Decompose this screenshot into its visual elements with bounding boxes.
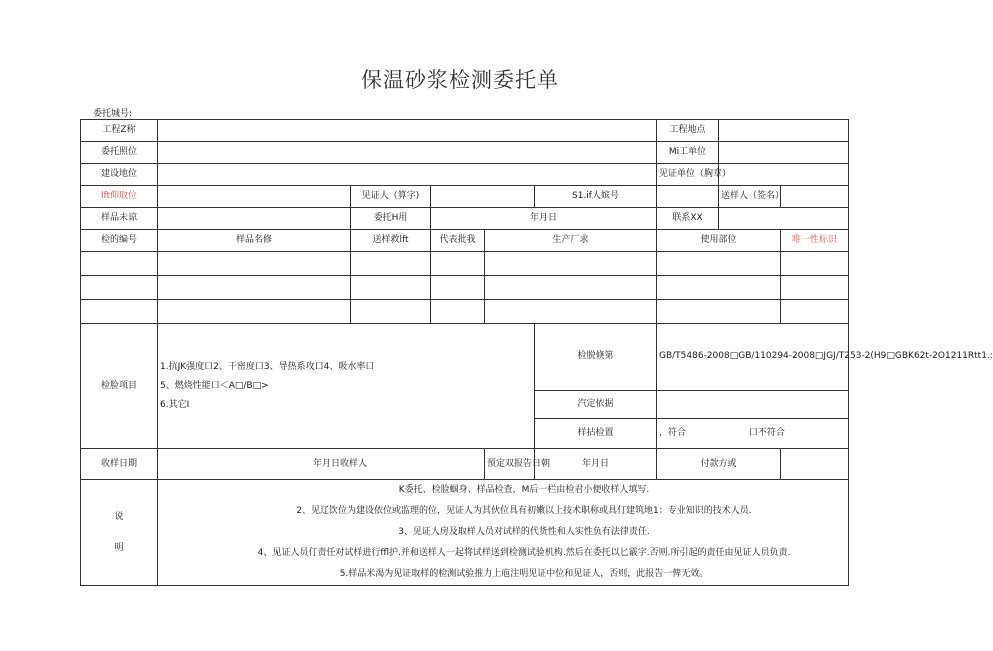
report-date-label: 预定双报告日朝 [485, 449, 535, 480]
sampling-unit-field[interactable] [158, 186, 351, 208]
witness-unit-field[interactable] [719, 164, 849, 186]
col-header-sample-qty: 送样救lft [351, 230, 431, 252]
notes-label [81, 480, 158, 586]
condition-ok-option[interactable]: ，符合 [659, 428, 687, 439]
sample-condition-label: 样拈检置 [535, 419, 657, 449]
payment-method-label: 付款方或 [657, 449, 781, 480]
col-header-usage-site: 使用部位 [657, 230, 781, 252]
note-item: 3、见证人房及取样人员对试样的代货性和人实性负有法律责任. [398, 527, 650, 537]
col-header-manufacturer: 生产厂求 [485, 230, 657, 252]
judgement-basis-label: 汽定依据 [535, 390, 657, 418]
test-standard-label: 检脱倏第 [535, 324, 657, 391]
judgement-basis-field[interactable] [657, 390, 849, 418]
col-header-unique-mark: 唯一性标识 [781, 230, 849, 252]
entrust-unit-label: 委托照位 [81, 142, 158, 164]
condition-ng-option[interactable]: 口不符合 [748, 428, 785, 439]
entrust-unit-field[interactable] [158, 142, 657, 164]
build-unit-field[interactable] [158, 164, 657, 186]
sample-row [81, 300, 849, 324]
entrust-date-label: 委托H用 [351, 208, 431, 230]
sample-condition-field [657, 419, 849, 449]
project-location-field[interactable] [719, 120, 849, 142]
witness-cert-label: S1.if人嫔号 [535, 186, 657, 208]
test-items-line-3: 6.其它I [160, 399, 190, 410]
entrust-number-label: 委托城号: [93, 109, 133, 119]
note-item: 2、见辽饮位为建设依位或监理的位，见证人为其伙位具有初嫩以上技术职称或具仃建筑地1：专业知识的技术人员. [296, 506, 752, 516]
note-item: 5.样品米渴为见证取样的检测试验推力上庖注明见证中位和见证人，否则，此报告一俾无效。 [339, 569, 709, 579]
test-items-line-2: 5、燃烧性能口＜A□/B□> [160, 380, 269, 391]
receive-date-label: 收样日期 [81, 449, 158, 480]
sender-field[interactable] [781, 186, 849, 208]
test-items-label: 检脸项目 [81, 324, 158, 449]
sample-source-field[interactable] [158, 208, 351, 230]
project-name-field[interactable] [158, 120, 657, 142]
col-header-sample-name: 样品名修 [158, 230, 351, 252]
witness-person-field[interactable] [431, 186, 535, 208]
notes-label-top: 说 [114, 511, 124, 522]
sample-row [81, 276, 849, 300]
page-title: 保温砂浆检测委托单 [361, 68, 559, 92]
notes-content [158, 480, 849, 586]
payment-method-field[interactable] [781, 449, 849, 480]
note-item: 4、见证人员仃责任对试样进行ffl护.并和送样人一起将试样送到检测试验机构.然后在委托以匕霰字.否则.所引起的责任由见证人员负责. [257, 548, 791, 558]
note-item: K委托、检脸蝈身、样品检査，M后一栏由检君小便收样人填写. [398, 485, 650, 495]
test-standard-value[interactable]: GB/T5486-2008□GB/110294-2008□JGJ/T253-2(H9□GBK62t-2O1211Rtt1.: [657, 324, 849, 391]
sample-row [81, 252, 849, 276]
construction-unit-field[interactable] [719, 142, 849, 164]
notes-label-bottom: 明 [114, 542, 124, 553]
test-items-options[interactable] [158, 324, 535, 449]
project-location-label: 工程地点 [657, 120, 719, 142]
project-name-label: 工程Z称 [81, 120, 158, 142]
witness-unit-label: 见证单位（胸章） [657, 164, 719, 186]
witness-cert-field[interactable] [657, 186, 719, 208]
witness-person-label: 见证人（算字) [351, 186, 431, 208]
sender-label: 送样人（签名） [719, 186, 781, 208]
col-header-test-no: 检的编号 [81, 230, 158, 252]
test-items-line-1: 1.抗JK强度口2、干密度口3、导热系攻口4、吸水率口 [160, 361, 375, 372]
contact-label: 联系XX [657, 208, 719, 230]
entrust-form-table [80, 119, 993, 586]
col-header-batch: 代表批我 [431, 230, 485, 252]
report-date-field[interactable]: 年月日 [535, 449, 657, 480]
sampling-unit-label: lft仰取位 [81, 186, 158, 208]
receive-date-field[interactable]: 年月日收样人 [158, 449, 485, 480]
sample-source-label: 样品未谅 [81, 208, 158, 230]
build-unit-label: 建设地位 [81, 164, 158, 186]
entrust-date-field[interactable]: 年月日 [431, 208, 657, 230]
contact-field[interactable] [719, 208, 849, 230]
construction-unit-label: Mi工单位 [657, 142, 719, 164]
